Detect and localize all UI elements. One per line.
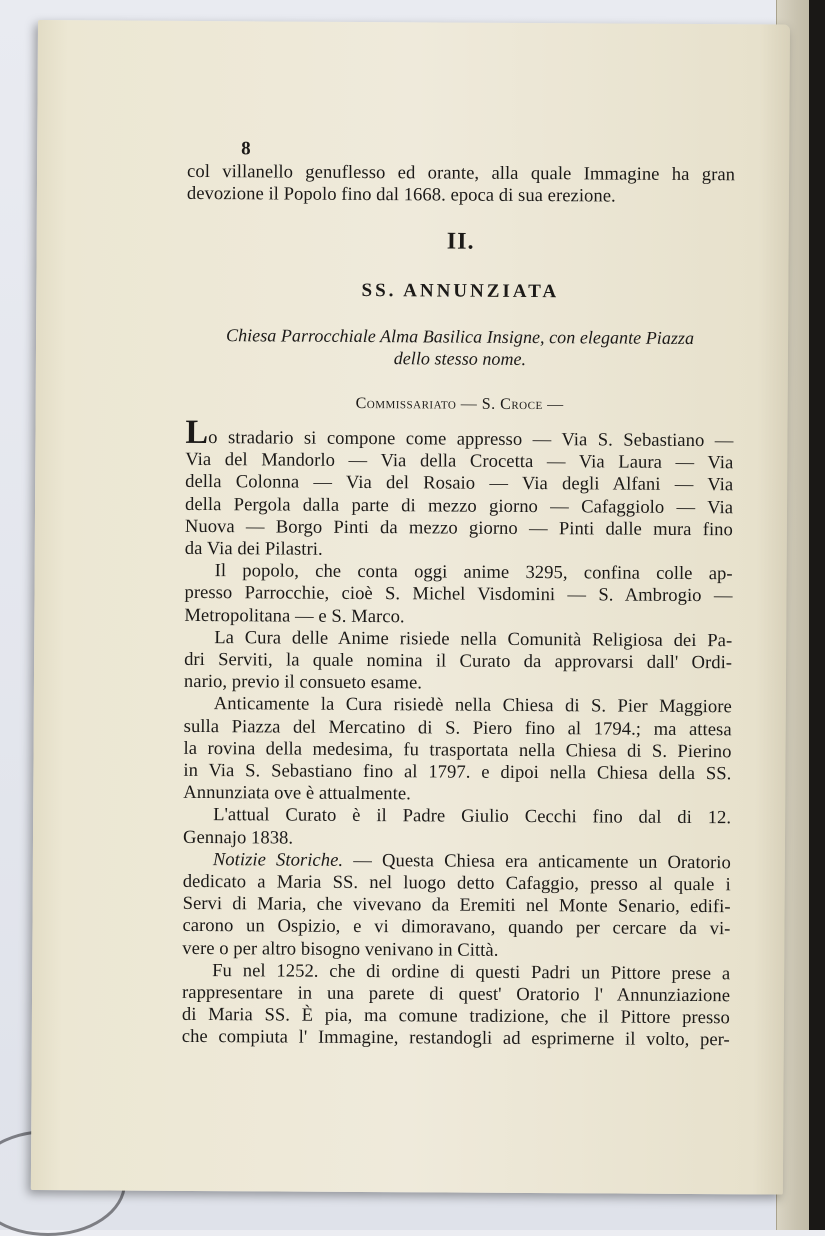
section-title: SS. ANNUNZIATA	[361, 279, 560, 303]
text-line: Gennajo 1838.	[182, 826, 294, 849]
subtitle-line: dello stesso nome.	[393, 348, 527, 369]
carryover-text	[187, 161, 735, 209]
text-line: sulla Piazza del Mercatino di S. Piero fino al 1794.; ma attesa	[183, 715, 732, 740]
text-line: Fu nel 1252. che di ordine di questi Padri un Pittore prese a	[212, 959, 731, 985]
text-line: Via del Mandorlo — Via della Crocetta — Via Laura — Via	[185, 449, 734, 474]
body-text	[181, 413, 734, 1052]
page-text-area	[181, 139, 736, 1051]
text-line: di Maria SS. È pia, ma comune tradizione, che il Pittore presso	[181, 1004, 730, 1029]
text-line: Metropolitana — e S. Marco.	[184, 604, 405, 627]
text-line: carono un Ospizio, e vi dimoravano, quando per cercare da vi-	[182, 915, 731, 940]
notizie-label: Notizie Storiche.	[212, 848, 344, 871]
section-number: II.	[446, 228, 475, 255]
text-line: nario, previo il consueto esame.	[183, 671, 423, 694]
text-line: che compiuta l' Immagine, restandogli ad esprimerne il volto, per-	[181, 1026, 730, 1051]
text-line: Servi di Maria, che vivevano da Eremiti nel Monte Senario, edifi-	[182, 893, 731, 918]
text-line: L'attual Curato è il Padre Giulio Cecchi fino dal di 12.	[213, 804, 732, 829]
subtitle-line: Chiesa Parrocchiale Alma Basilica Insigne, con elegante Piazza	[226, 325, 695, 349]
text-line: della Pergola dalla parte di mezzo giorno — Cafaggiolo — Via	[184, 493, 734, 518]
text-line: devozione il Popolo fino dal 1668. epoca di sua erezione.	[186, 183, 616, 207]
text-line: Annunziata ove è attualmente.	[183, 782, 411, 805]
text-line: Anticamente la Cura risiedè nella Chiesa di S. Pier Maggiore	[213, 693, 732, 718]
text-line: dedicato a Maria SS. nel luogo detto Cafaggio, presso al quale i	[182, 870, 731, 896]
book-page	[31, 20, 790, 1195]
line-text: — Questa Chiesa era anticamente un Oratorio	[343, 849, 731, 874]
text-line: rappresentare in una parete di quest' Oratorio l' Annunziazione	[181, 981, 731, 1007]
drop-cap: L	[185, 413, 209, 452]
text-line: Il popolo, che conta oggi anime 3295, confina colle ap-	[214, 560, 733, 585]
page-number: 8	[241, 138, 251, 160]
line-text: o stradario si compone come appresso — Via S. Sebastiano —	[208, 427, 734, 452]
commissariato-line: Commissariato — S. Croce —	[355, 394, 564, 414]
text-line: Nuova — Borgo Pinti da mezzo giorno — Pinti dalle mura fino	[184, 515, 733, 541]
text-line	[185, 413, 734, 453]
text-line: la rovina della medesima, fu trasportata nella Chiesa di S. Pierino	[183, 737, 732, 763]
text-line: col villanello genuflesso ed orante, alla quale Immagine ha gran	[187, 160, 736, 186]
book-spine-shadow	[809, 0, 825, 1230]
text-line: presso Parrocchie, cioè S. Michel Visdomini — S. Ambrogio —	[184, 582, 733, 607]
text-line: in Via S. Sebastiano fino al 1797. e dipoi nella Chiesa della SS.	[183, 759, 732, 785]
text-line: vere o per altro bisogno venivano in Città.	[182, 937, 499, 961]
text-line: La Cura delle Anime risiede nella Comunità Religiosa dei Pa-	[214, 626, 733, 652]
text-line: dri Serviti, la quale nomina il Curato da approvarsi dall' Ordi-	[184, 648, 733, 674]
text-line: da Via dei Pilastri.	[184, 537, 323, 560]
section-subtitle	[186, 324, 734, 371]
text-line: della Colonna — Via del Rosaio — Via degli Alfani — Via	[185, 471, 734, 496]
